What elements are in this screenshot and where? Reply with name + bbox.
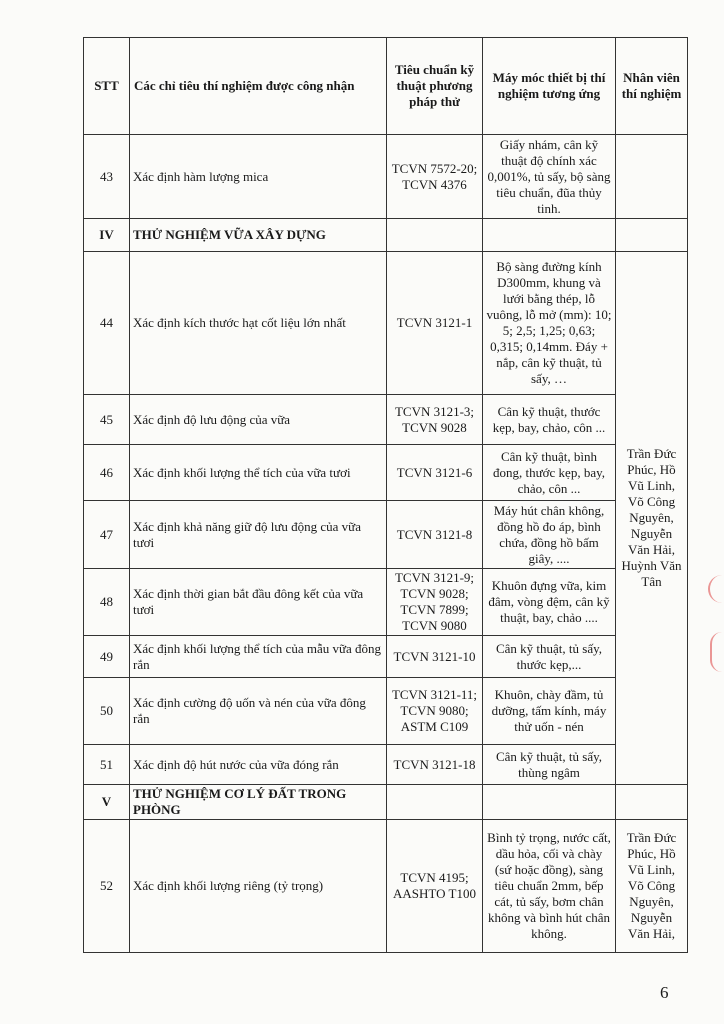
- section-number: V: [84, 785, 130, 820]
- row-equipment: Cân kỹ thuật, tủ sấy, thước kẹp,...: [483, 636, 616, 678]
- table-row: [84, 135, 688, 219]
- row-equipment: Bình tỷ trọng, nước cất, dầu hỏa, cối và chày (sứ hoặc đồng), sàng tiêu chuẩn 2mm, bếp cát, tủ sấy, bơm chân không và bình hút chân không.: [483, 820, 616, 953]
- section-cell: [387, 785, 483, 820]
- row-standard: TCVN 3121-6: [387, 445, 483, 501]
- stamp-fragment: [710, 632, 724, 672]
- row-stt: 52: [84, 820, 130, 953]
- row-equipment: Cân kỹ thuật, thước kẹp, bay, chảo, côn ...: [483, 395, 616, 445]
- row-name: Xác định độ hút nước của vữa đóng rắn: [130, 745, 387, 785]
- table-row: [84, 569, 688, 636]
- row-name: Xác định khả năng giữ độ lưu động của vữa tươi: [130, 501, 387, 569]
- row-equipment: Giấy nhám, cân kỹ thuật độ chính xác 0,001%, tủ sấy, bộ sàng tiêu chuẩn, đũa thủy tinh.: [483, 135, 616, 219]
- table-row: [84, 252, 688, 395]
- row-name: Xác định độ lưu động của vữa: [130, 395, 387, 445]
- section-cell: [616, 219, 688, 252]
- row-stt: 50: [84, 678, 130, 745]
- row-name: Xác định khối lượng riêng (tỷ trọng): [130, 820, 387, 953]
- row-name: Xác định cường độ uốn và nén của vữa đông rắn: [130, 678, 387, 745]
- row-stt: 43: [84, 135, 130, 219]
- table-row: [84, 678, 688, 745]
- staff-group-iv: Trần Đức Phúc, Hồ Vũ Linh, Võ Công Nguyên, Nguyễn Văn Hải, Huỳnh Văn Tân: [616, 252, 688, 785]
- row-standard: TCVN 3121-3; TCVN 9028: [387, 395, 483, 445]
- row-standard: TCVN 3121-10: [387, 636, 483, 678]
- row-standard: TCVN 3121-1: [387, 252, 483, 395]
- row-equipment: Cân kỹ thuật, tủ sấy, thùng ngâm: [483, 745, 616, 785]
- row-equipment: Khuôn, chày đầm, tủ dưỡng, tấm kính, máy thử uốn - nén: [483, 678, 616, 745]
- table-row: [84, 636, 688, 678]
- row-standard: TCVN 3121-11; TCVN 9080; ASTM C109: [387, 678, 483, 745]
- row-stt: 47: [84, 501, 130, 569]
- row-equipment: Cân kỹ thuật, bình đong, thước kẹp, bay, chảo, côn ...: [483, 445, 616, 501]
- row-name: Xác định thời gian bắt đầu đông kết của vữa tươi: [130, 569, 387, 636]
- header-stt: STT: [84, 38, 130, 135]
- row-standard: TCVN 3121-8: [387, 501, 483, 569]
- section-title: THỬ NGHIỆM VỮA XÂY DỰNG: [130, 219, 387, 252]
- section-row: [84, 219, 688, 252]
- header-equipment: Máy móc thiết bị thí nghiệm tương ứng: [483, 38, 616, 135]
- accreditation-table: [83, 37, 688, 953]
- staff-group-v: Trần Đức Phúc, Hồ Vũ Linh, Võ Công Nguyên, Nguyễn Văn Hải,: [616, 820, 688, 953]
- row-name: Xác định khối lượng thể tích của mẫu vữa đông rắn: [130, 636, 387, 678]
- section-title: THỬ NGHIỆM CƠ LÝ ĐẤT TRONG PHÒNG: [130, 785, 387, 820]
- row-name: Xác định hàm lượng mica: [130, 135, 387, 219]
- row-equipment: Khuôn đựng vữa, kim đâm, vòng đệm, cân kỹ thuật, bay, chảo ....: [483, 569, 616, 636]
- row-standard: TCVN 7572-20; TCVN 4376: [387, 135, 483, 219]
- section-row: [84, 785, 688, 820]
- table-row: [84, 445, 688, 501]
- row-stt: 51: [84, 745, 130, 785]
- row-equipment: Máy hút chân không, đồng hồ đo áp, bình chứa, đồng hồ bấm giây, ....: [483, 501, 616, 569]
- page-number: 6: [660, 983, 669, 1002]
- row-stt: 45: [84, 395, 130, 445]
- section-cell: [387, 219, 483, 252]
- row-standard: TCVN 3121-9; TCVN 9028; TCVN 7899; TCVN 9080: [387, 569, 483, 636]
- row-standard: TCVN 4195; AASHTO T100: [387, 820, 483, 953]
- row-stt: 49: [84, 636, 130, 678]
- stamp-fragment: [708, 575, 724, 603]
- row-stt: 48: [84, 569, 130, 636]
- table-row: [84, 745, 688, 785]
- row-equipment: Bộ sàng đường kính D300mm, khung và lưới bằng thép, lỗ vuông, lỗ mở (mm): 10; 5; 2,5; 1,25; 0,63; 0,315; 0,14mm. Đáy + nắp, cân kỹ thuật, tủ sấy, …: [483, 252, 616, 395]
- table-header-row: [84, 38, 688, 135]
- header-staff: Nhân viên thí nghiệm: [616, 38, 688, 135]
- table-row: [84, 395, 688, 445]
- header-name: Các chỉ tiêu thí nghiệm được công nhận: [130, 38, 387, 135]
- row-name: Xác định khối lượng thể tích của vữa tươi: [130, 445, 387, 501]
- section-number: IV: [84, 219, 130, 252]
- row-name: Xác định kích thước hạt cốt liệu lớn nhất: [130, 252, 387, 395]
- table-row: [84, 820, 688, 953]
- table-row: [84, 501, 688, 569]
- section-cell: [483, 785, 616, 820]
- header-standard: Tiêu chuẩn kỹ thuật phương pháp thử: [387, 38, 483, 135]
- section-cell: [616, 785, 688, 820]
- row-stt: 46: [84, 445, 130, 501]
- section-cell: [483, 219, 616, 252]
- row-stt: 44: [84, 252, 130, 395]
- row-staff: [616, 135, 688, 219]
- row-standard: TCVN 3121-18: [387, 745, 483, 785]
